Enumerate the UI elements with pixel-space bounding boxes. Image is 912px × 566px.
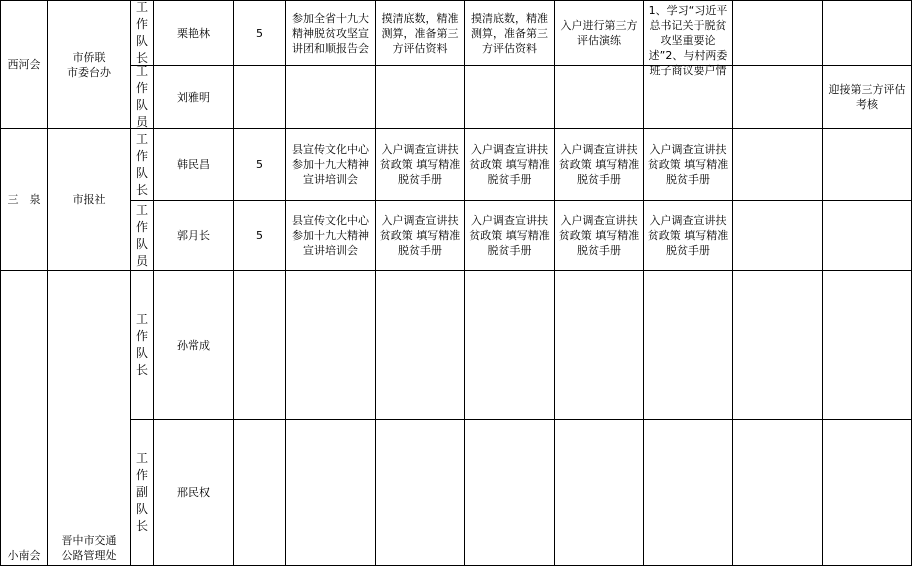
activity-cell: 县宣传文化中心参加十九大精神宣讲培训会	[286, 129, 376, 201]
activity-cell	[555, 66, 644, 129]
activity-cell: 迎接第三方评估考核	[823, 66, 912, 129]
activity-cell	[733, 129, 823, 201]
unit-cell	[48, 0, 131, 129]
member-name-cell: 邢民权	[154, 420, 234, 566]
activity-cell	[823, 129, 912, 201]
member-name-cell: 孙常成	[154, 271, 234, 420]
activity-cell: 入户调查宣讲扶贫政策 填写精准脱贫手册	[465, 129, 555, 201]
county-name: 三 泉	[7, 193, 41, 206]
activity-cell	[286, 66, 376, 129]
activity-cell	[733, 201, 823, 271]
county-cell	[0, 129, 48, 271]
activity-cell	[286, 420, 376, 566]
county-name: 小南会	[7, 549, 41, 562]
activity-cell	[733, 66, 823, 129]
activity-cell	[376, 271, 465, 420]
activity-cell	[823, 271, 912, 420]
activity-cell	[376, 420, 465, 566]
count-cell: 5	[234, 201, 286, 271]
unit-name: 市报社	[72, 193, 106, 206]
county-cell	[0, 271, 48, 566]
activity-cell	[376, 66, 465, 129]
activity-cell: 摸清底数，精准测算，准备第三方评估资料	[376, 0, 465, 66]
role-cell: 工 作 队 员	[131, 66, 154, 129]
activity-cell	[286, 271, 376, 420]
activity-cell	[555, 271, 644, 420]
activity-cell	[644, 271, 733, 420]
activity-cell: 摸清底数，精准测算，准备第三方评估资料	[465, 0, 555, 66]
activity-cell	[733, 420, 823, 566]
activity-cell	[644, 66, 733, 129]
activity-cell: 入户调查宣讲扶贫政策 填写精准脱贫手册	[555, 201, 644, 271]
activity-cell	[555, 420, 644, 566]
count-cell: 5	[234, 129, 286, 201]
role-cell: 工 作 队 长	[131, 271, 154, 420]
unit-name: 市侨联 市委台办	[67, 50, 111, 79]
count-cell	[234, 66, 286, 129]
member-name-cell: 韩民昌	[154, 129, 234, 201]
count-cell	[234, 420, 286, 566]
role-cell: 工 作 队 长	[131, 0, 154, 66]
count-cell	[234, 271, 286, 420]
activity-cell	[733, 271, 823, 420]
unit-name: 晋中市交通公路管理处	[61, 534, 117, 562]
activity-cell	[823, 201, 912, 271]
member-name-cell: 郭月长	[154, 201, 234, 271]
activity-cell: 入户调查宣讲扶贫政策 填写精准脱贫手册	[644, 129, 733, 201]
activity-cell	[823, 420, 912, 566]
activity-cell	[644, 420, 733, 566]
activity-cell	[465, 271, 555, 420]
activity-cell: 1、学习“习近平总书记关于脱贫攻坚重要论述”2、与村两委班子商议要户情	[644, 0, 733, 66]
activity-cell	[823, 0, 912, 66]
activity-cell: 入户进行第三方评估演练	[555, 0, 644, 66]
role-cell: 工 作 队 员	[131, 201, 154, 271]
activity-cell: 入户调查宣讲扶贫政策 填写精准脱贫手册	[465, 201, 555, 271]
activity-cell: 入户调查宣讲扶贫政策 填写精准脱贫手册	[376, 129, 465, 201]
county-cell	[0, 0, 48, 129]
county-name: 西河会	[7, 58, 41, 71]
unit-cell	[48, 271, 131, 566]
role-cell: 工 作 副 队 长	[131, 420, 154, 566]
activity-cell: 入户调查宣讲扶贫政策 填写精准脱贫手册	[555, 129, 644, 201]
count-cell: 5	[234, 0, 286, 66]
activity-cell: 入户调查宣讲扶贫政策 填写精准脱贫手册	[376, 201, 465, 271]
role-cell: 工 作 队 长	[131, 129, 154, 201]
member-name-cell: 刘雅明	[154, 66, 234, 129]
activity-cell	[465, 66, 555, 129]
activity-cell	[733, 0, 823, 66]
activity-cell: 入户调查宣讲扶贫政策 填写精准脱贫手册	[644, 201, 733, 271]
activity-cell: 参加全省十九大精神脱贫攻坚宣讲团和顺报告会	[286, 0, 376, 66]
activity-cell	[465, 420, 555, 566]
member-name-cell: 栗艳林	[154, 0, 234, 66]
activity-cell: 县宣传文化中心参加十九大精神宣讲培训会	[286, 201, 376, 271]
unit-cell	[48, 129, 131, 271]
